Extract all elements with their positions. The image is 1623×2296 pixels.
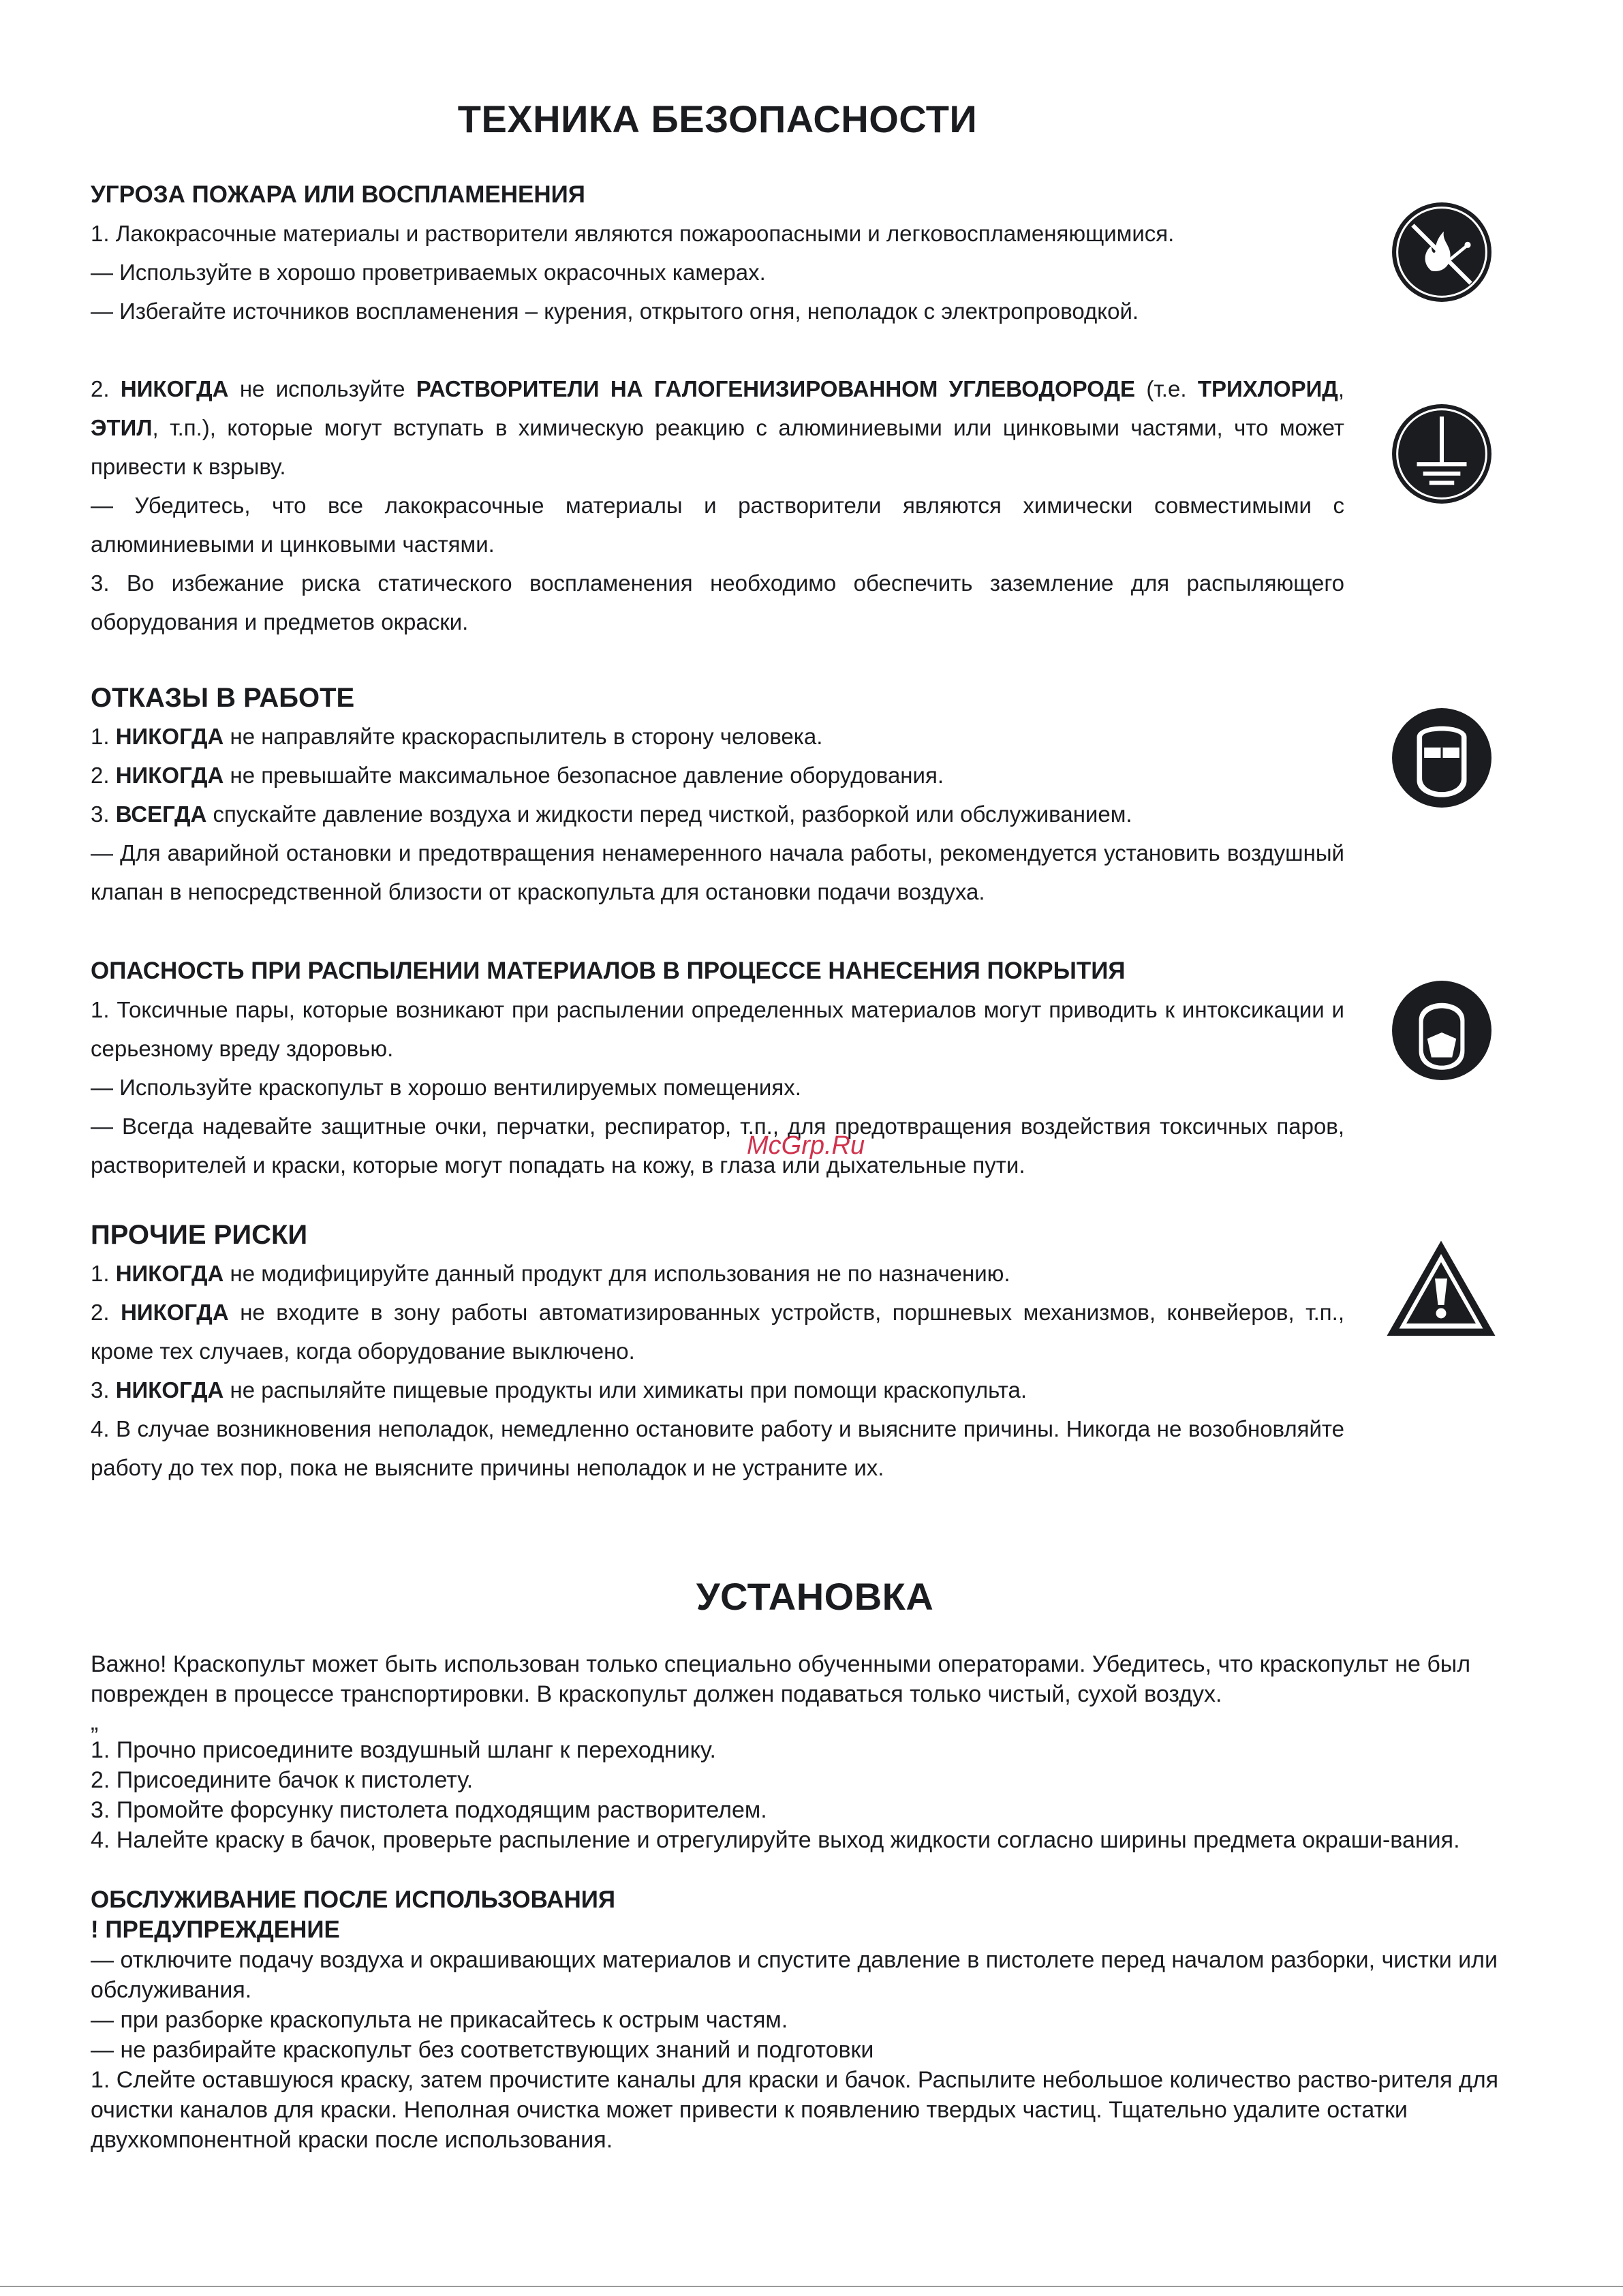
list-item: 3. Промойте форсунку пистолета подходящим растворителем. xyxy=(91,1797,767,1823)
page-title-safety: ТЕХНИКА БЕЗОПАСНОСТИ xyxy=(457,97,978,140)
paragraph: — Убедитесь, что все лакокрасочные материалы и растворители являются химически совместимыми с алюминиевыми и цинковыми частями. xyxy=(91,493,1344,557)
page-title-installation: УСТАНОВКА xyxy=(696,1575,934,1618)
list-item: — не разбирайте краскопульт без соответствующих знаний и подготовки xyxy=(91,2037,874,2063)
paragraph: — Всегда надевайте защитные очки, перчатки, респиратор, т.п., для предотвращения воздействия токсичных паров, растворителей и краски, которые могут попадать на кожу, в глаза или дыхательные пути. xyxy=(91,1114,1344,1178)
warning-heading: ! ПРЕДУПРЕЖДЕНИЕ xyxy=(91,1916,340,1943)
list-item: 4. Налейте краску в бачок, проверьте распыление и отрегулируйте выход жидкости согласно ширины предмета окраши-вания. xyxy=(91,1827,1460,1853)
paragraph: 3. Во избежание риска статического воспламенения необходимо обеспечить заземление для распыляющего оборудования и предметов окраски. xyxy=(91,570,1344,634)
list-item: 2. Присоедините бачок к пистолету. xyxy=(91,1767,474,1793)
grounding-icon xyxy=(1390,402,1494,506)
paragraph: — Используйте в хорошо проветриваемых окрасочных камерах. xyxy=(91,260,766,285)
face-shield-icon xyxy=(1390,706,1494,810)
paragraph: 3. НИКОГДА не распыляйте пищевые продукты или химикаты при помощи краскопульта. xyxy=(91,1377,1027,1403)
paragraph: 2. НИКОГДА не превышайте максимальное безопасное давление оборудования. xyxy=(91,763,944,788)
list-item: 1. Прочно присоедините воздушный шланг к переходнику. xyxy=(91,1737,716,1763)
warning-triangle-icon xyxy=(1383,1238,1499,1340)
paragraph: 3. ВСЕГДА спускайте давление воздуха и жидкости перед чисткой, разборкой или обслуживанием. xyxy=(91,801,1132,827)
respirator-icon xyxy=(1390,979,1494,1082)
list-item: — отключите подачу воздуха и окрашивающих материалов и спустите давление в пистолете перед началом разборки, чистки или обслуживания. xyxy=(91,1947,1498,2003)
paragraph: 1. Лакокрасочные материалы и растворители являются пожароопасными и легковоспламеняющимися. xyxy=(91,221,1175,246)
paragraph: — Для аварийной остановки и предотвращения ненамеренного начала работы, рекомендуется установить воздушный клапан в непосредственной близости от краскопульта для остановки подачи воздуха. xyxy=(91,840,1344,904)
no-open-flame-icon xyxy=(1390,200,1494,304)
paragraph: 2. НИКОГДА не используйте РАСТВОРИТЕЛИ НА ГАЛОГЕНИЗИРОВАННОМ УГЛЕВОДОРОДЕ (т.е. ТРИХЛОРИД, ЭТИЛ, т.п.), которые могут вступать в химическую реакцию с алюминиевыми или цинковыми частями, что может привести к взрыву. xyxy=(91,376,1344,479)
watermark: McGrp.Ru xyxy=(747,1131,865,1160)
section-heading: ОТКАЗЫ В РАБОТЕ xyxy=(91,683,355,713)
list-item: 1. Слейте оставшуюся краску, затем прочистите каналы для краски и бачок. Распылите небольшое количество раство-рителя для очистки каналов для краски. Неполная очистка может привести к появлению твердых частиц. Тщательно удалите остатки двухкомпонентной краски после использования. xyxy=(91,2067,1499,2153)
paragraph: 4. В случае возникновения неполадок, немедленно остановите работу и выясните причины. Никогда не возобновляйте работу до тех пор, пока не выясните причины неполадок и не устраните их. xyxy=(91,1416,1344,1480)
section-other-risks xyxy=(91,1216,1344,1487)
paragraph: 1. НИКОГДА не направляйте краскораспылитель в сторону человека. xyxy=(91,724,823,749)
section-heading: ПРОЧИЕ РИСКИ xyxy=(91,1220,308,1250)
paragraph: 2. НИКОГДА не входите в зону работы автоматизированных устройств, поршневых механизмов, конвейеров, т.п., кроме тех случаев, когда оборудование выключено. xyxy=(91,1300,1344,1364)
section-spraying xyxy=(91,952,1344,1184)
paragraph: 1. НИКОГДА не модифицируйте данный продукт для использования не по назначению. xyxy=(91,1261,1010,1286)
paragraph: — Используйте краскопульт в хорошо вентилируемых помещениях. xyxy=(91,1075,801,1100)
section-fire xyxy=(91,176,1344,641)
bottom-divider xyxy=(0,2286,1623,2287)
paragraph: — Избегайте источников воспламенения – курения, открытого огня, неполадок с электропроводкой. xyxy=(91,299,1139,324)
list-item: — при разборке краскопульта не прикасайтесь к острым частям. xyxy=(91,2007,788,2033)
section-failures xyxy=(91,679,1344,911)
installation-section xyxy=(91,1649,1539,2155)
section-heading: ОПАСНОСТЬ ПРИ РАСПЫЛЕНИИ МАТЕРИАЛОВ В ПРОЦЕССЕ НАНЕСЕНИЯ ПОКРЫТИЯ xyxy=(91,958,1126,984)
quote-mark: „ xyxy=(91,1709,99,1735)
installation-steps xyxy=(91,1735,1539,1855)
installation-intro: Важно! Краскопульт может быть использован только специально обученными операторами. Убедитесь, что краскопульт не был поврежден в процессе транспортировки. В краскопульт должен подаваться только чистый, сухой воздух. xyxy=(91,1651,1471,1707)
section-heading: УГРОЗА ПОЖАРА ИЛИ ВОСПЛАМЕНЕНИЯ xyxy=(91,181,585,208)
maintenance-heading: ОБСЛУЖИВАНИЕ ПОСЛЕ ИСПОЛЬЗОВАНИЯ xyxy=(91,1886,616,1913)
maintenance-list xyxy=(91,1945,1539,2155)
paragraph: 1. Токсичные пары, которые возникают при распылении определенных материалов могут приводить к интоксикации и серьезному вреду здоровью. xyxy=(91,997,1344,1061)
